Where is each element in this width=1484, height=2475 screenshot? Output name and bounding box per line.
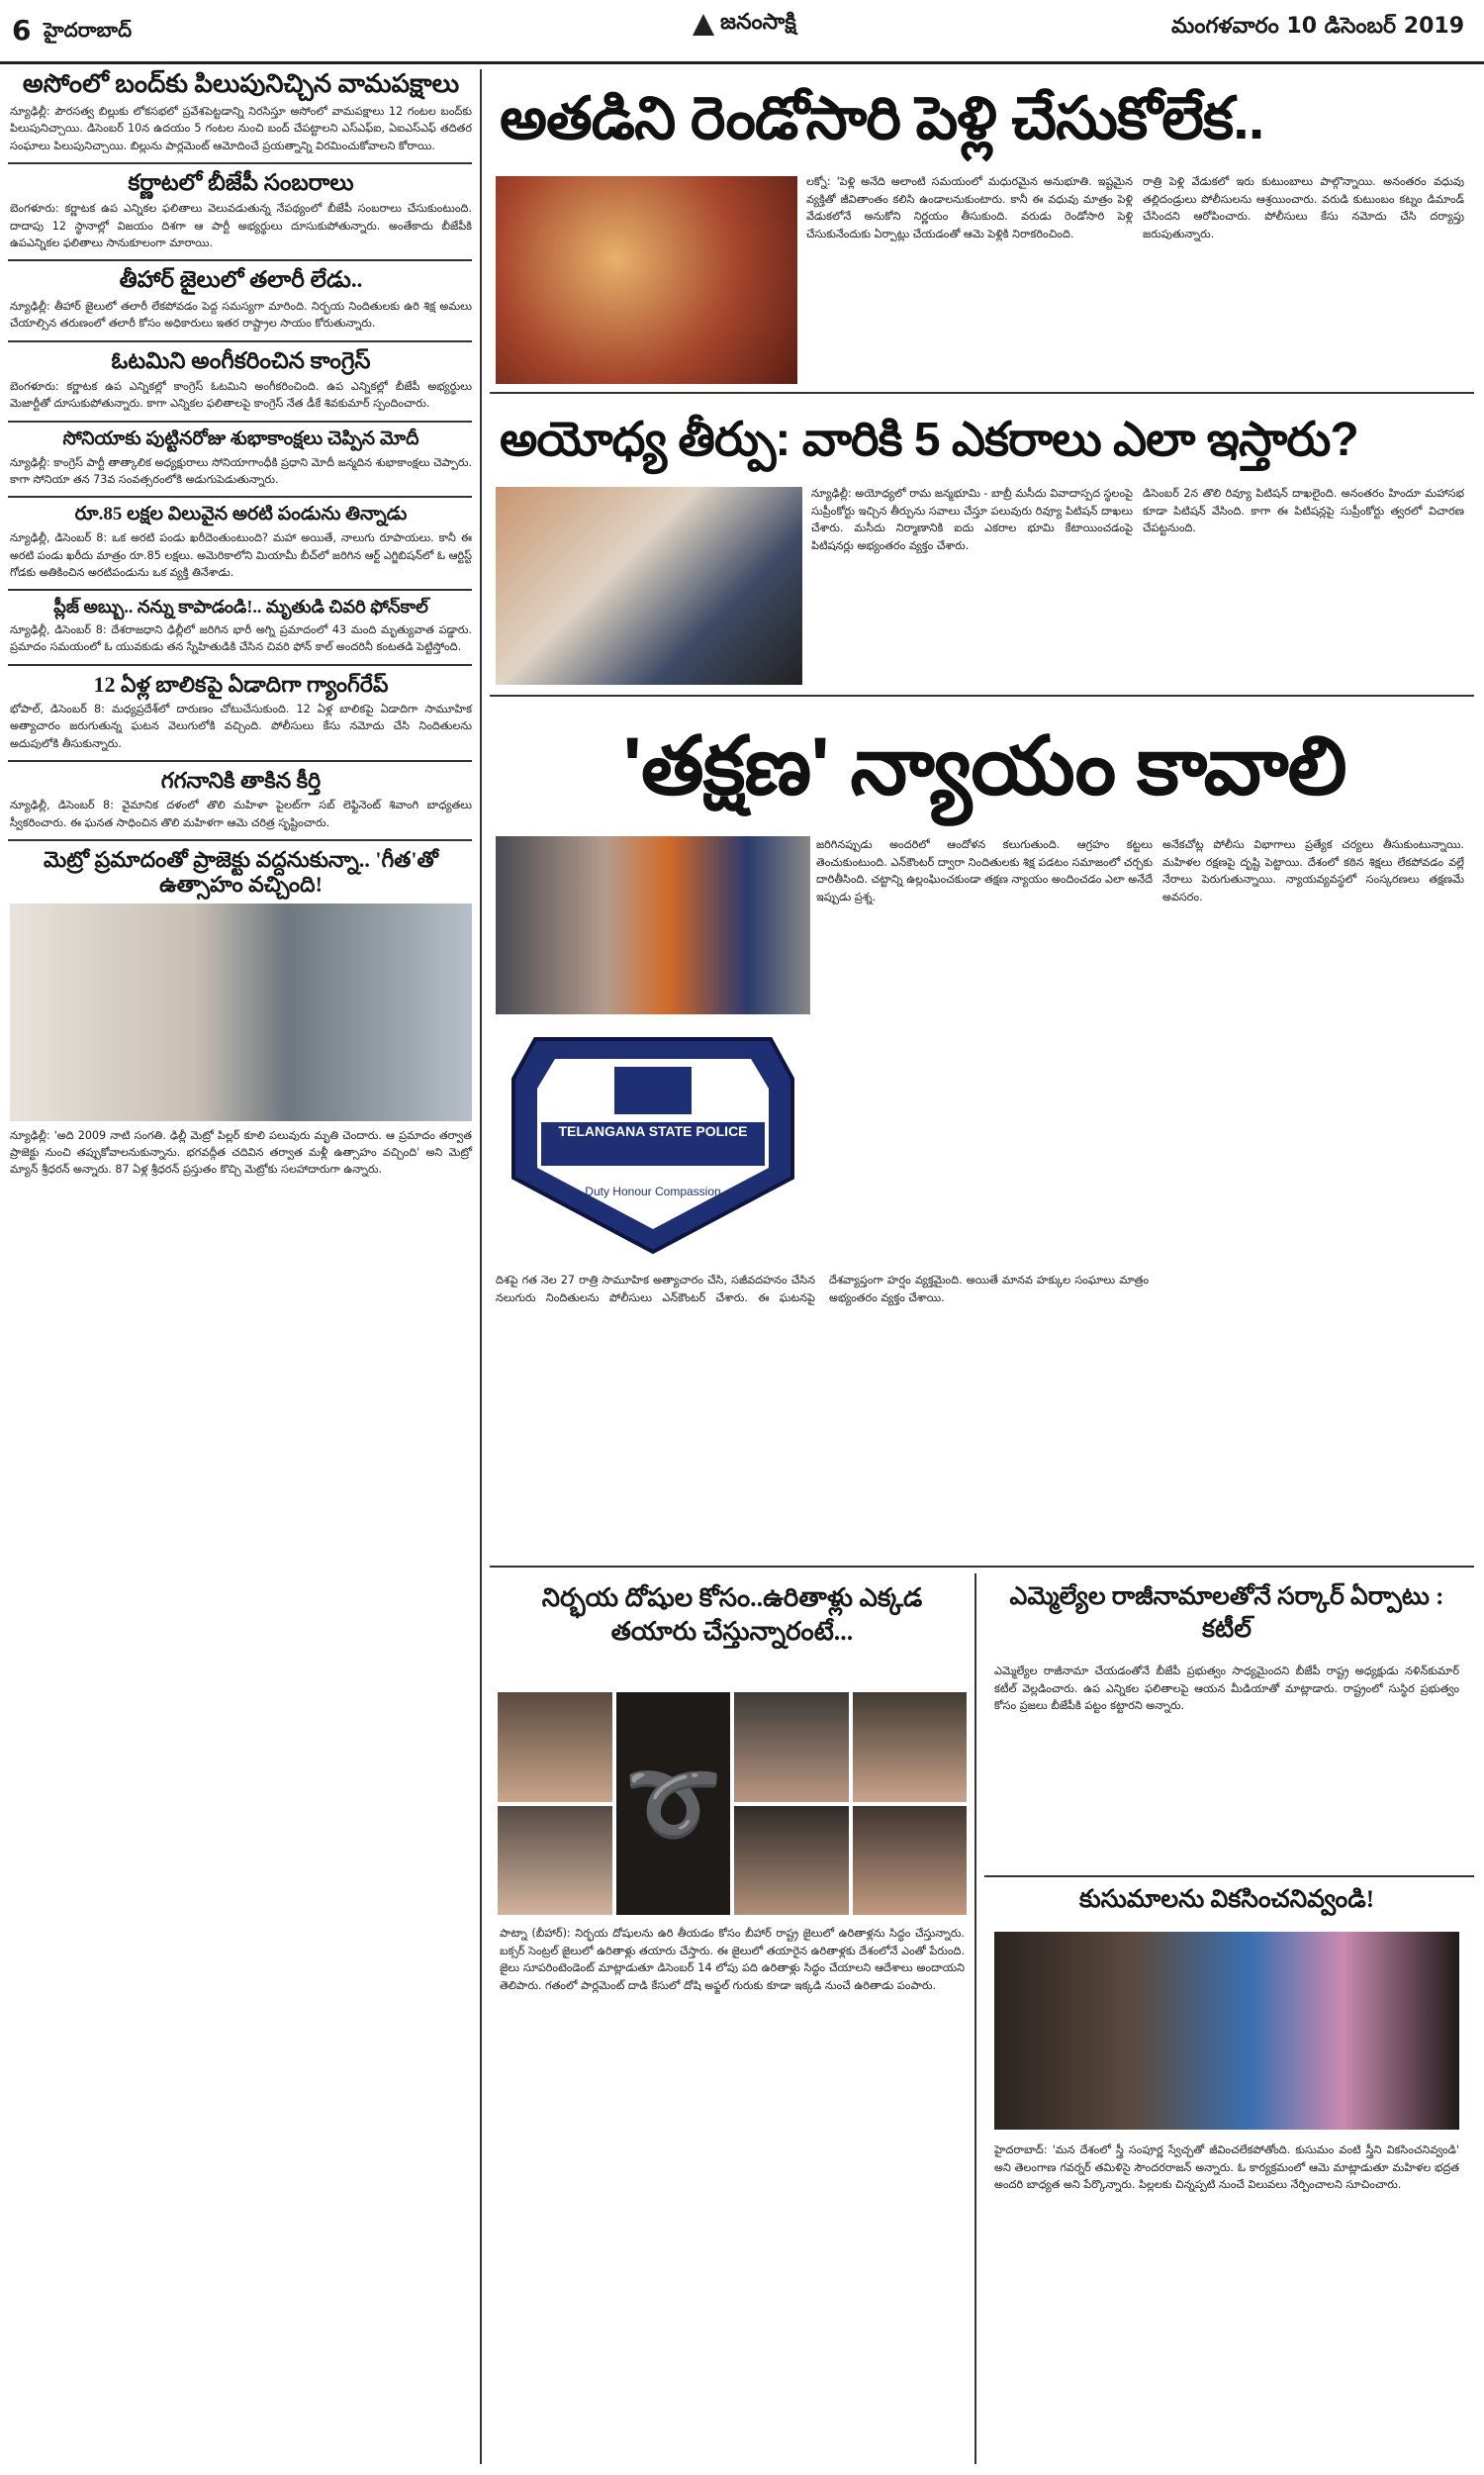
convict-photo [498, 1806, 612, 1916]
divider [8, 589, 472, 591]
divider [8, 340, 472, 342]
accused-photo [496, 836, 810, 1014]
story-body: న్యూఢిల్లీ: కాంగ్రెస్ పార్టీ తాత్కాలిక అధ్యక్షురాలు సోనియాగాంధీకి ప్రధాని మోదీ జన్మదిన శుభాకాంక్షలు చెప్పారు. కాగా సోనియా తన 73వ సంవత్సరంలోకి అడుగుపెడుతున్నారు. [10, 455, 472, 486]
story-last-call [10, 597, 472, 655]
story-headline: ఓటమిని అంగీకరించిన కాంగ్రెస్ [111, 347, 371, 373]
ayodhya-photo [496, 487, 802, 685]
story-headline: గగనానికి తాకిన కీర్తి [160, 768, 322, 794]
page-header [0, 0, 1484, 64]
divider [984, 1875, 1474, 1877]
divider [490, 695, 1474, 697]
story-body: న్యూఢిల్లీ: తీహార్ జైలులో తలారీ లేకపోవడం పెద్ద సమస్యగా మారింది. నిర్భయ నిందితులకు ఉరి శిక్ష అమలు చేయాల్సిన తరుణంలో తలారీ కోసం అధికారులు ఇతర రాష్ట్రాల సాయం కోరుతున్నారు. [10, 299, 472, 331]
lead1-body-a: లక్నో: 'పెళ్లి అనేది అలాంటి సమయంలో మధురమైన అనుభూతి. ఇష్టమైన వ్యక్తితో జీవితాంతం కలిసి ఉండాలనుకుంటారు. కానీ ఈ వధువు మాత్రం పెళ్లి వేడుకలోనే అనుకోని నిర్ణయం తీసుకుంది. వరుడు రెండోసారి పెళ్లి చేసుకునేందుకు ఏర్పాట్లు చేయడంతో ఆమె పెళ్లికి నిరాకరించింది. [806, 175, 1133, 241]
story-karnataka-bjp [10, 170, 472, 252]
divider [490, 392, 1474, 394]
flowers-headline: కుసుమాలను వికసించనివ్వండి! [1078, 1886, 1375, 1913]
lead2-body-a: న్యూఢిల్లీ: అయోధ్యలో రామ జన్మభూమి - బాబ్రీ మసీదు వివాదాస్పద స్థలంపై సుప్రీంకోర్టు ఇచ్చిన తీర్పును సవాలు చేస్తూ పలువురు రివ్యూ పిటిషన్ దాఖలు చేశారు. మసీదు నిర్మాణానికి ఐదు ఎకరాల భూమి కేటాయించడంపై పిటిషనర్లు అభ్యంతరం వ్యక్తం చేశారు. [811, 487, 1133, 553]
story-assam-bandh [10, 69, 472, 154]
story-headline: అసోంలో బంద్‌కు పిలుపునిచ్చిన వామపక్షాలు [22, 69, 460, 98]
story-headline: తీహార్ జైలులో తలారీ లేడు.. [119, 267, 363, 293]
story-headline: మెట్రో ప్రమాదంతో ప్రాజెక్టు వద్దనుకున్నా.. 'గీత'తో ఉత్సాహం వచ్చింది! [44, 847, 438, 898]
story-body: న్యూఢిల్లీ: 'అది 2009 నాటి సంగతి. ఢిల్లీ మెట్రో పిల్లర్ కూలి పలువురు మృతి చెందారు. ఆ ప్రమాదం తర్వాత ప్రాజెక్టు నుంచి తప్పుకోవాలనుకున్నాను. భగవద్గీత చదివిన తర్వాత మళ్లీ ఉత్సాహం వచ్చింది' అని మెట్రో మ్యాన్ శ్రీధరన్ అన్నారు. 87 ఏళ్ల శ్రీధరన్ ప్రస్తుతం కొచ్చి మెట్రోకు సలహాదారుగా ఉన్నారు. [10, 1128, 472, 1177]
convicts-photo-grid [498, 1692, 967, 1915]
masthead-logo-icon [693, 14, 714, 36]
masthead-title: జనంసాక్షి [720, 10, 796, 35]
story-metro-man [10, 847, 472, 1179]
story-gangrape [10, 672, 472, 752]
police-motto-text: Duty Honour Compassion [585, 1185, 721, 1198]
divider [8, 496, 472, 498]
story-body: న్యూఢిల్లీ, డిసెంబర్ 8: ఒక అరటి పండు ఖరీదెంతుంటుంది? మహా అయితే, నాలుగు రూపాయలు. కానీ ఈ అరటి పండు ఖరీదు మాత్రం రూ.85 లక్షలు. అమెరికాలోని మియామీ బీచ్‌లో జరిగిన ఆర్ట్ ఎగ్జిబిషన్‌లో ఓ ఆర్టిస్ట్ గోడకు అతికించిన అరటిపండును ఒక వ్యక్తి తినేశాడు. [10, 531, 472, 579]
resign-story [984, 1573, 1469, 1870]
divider [490, 1566, 1474, 1568]
divider [8, 664, 472, 666]
story-headline: 12 ఏళ్ల బాలికపై ఏడాదిగా గ్యాంగ్‌రేప్ [93, 671, 389, 697]
story-modi-sonia [10, 428, 472, 489]
masthead [693, 10, 796, 40]
divider [8, 421, 472, 423]
edition-city: హైదరాబాద్ [44, 18, 133, 42]
nirbhaya-headline: నిర్భయ దోషుల కోసం..ఉరితాళ్లు ఎక్కడ తయారు చేస్తున్నారంటే... [541, 1583, 923, 1646]
lead3-body-b: దిశపై గత నెల 27 రాత్రి సామూహిక అత్యాచారం చేసి, సజీవదహనం చేసిన నలుగురు నిందితులను పోలీసులు ఎన్‌కౌంటర్ చేశారు. ఈ ఘటనపై దేశవ్యాప్తంగా హర్షం వ్యక్తమైంది. అయితే మానవ హక్కుల సంఘాలు మాత్రం అభ్యంతరం వ్యక్తం చేశాయి. [496, 1274, 1149, 1304]
governor-photo [994, 1932, 1459, 2130]
resign-body: ఎమ్మెల్యేల రాజీనామా చేయడంతోనే బీజేపీ ప్రభుత్వం సాధ్యమైందని బీజేపీ రాష్ట్ర అధ్యక్షుడు నళిన్‌కుమార్ కటీల్ వెల్లడించారు. ఉప ఎన్నికల ఫలితాలపై ఆయన మీడియాతో మాట్లాడారు. రాష్ట్రంలో సుస్థిర ప్రభుత్వం కోసం ప్రజలు బీజేపీకి పట్టం కట్టారని అన్నారు. [994, 1665, 1459, 1713]
wedding-photo [496, 176, 797, 384]
lead2-headline: అయోధ్య తీర్పు: వారికి 5 ఎకరాలు ఎలా ఇస్తారు? [500, 414, 1358, 466]
lead1-body-b: రాత్రి పెళ్లి వేడుకలో ఇరు కుటుంబాలు పాల్గొన్నాయి. అనంతరం వధువు తల్లిదండ్రులు పోలీసులను ఆశ్రయించారు. వరుడి కుటుంబం కట్నం డిమాండ్ చేసిందని ఆరోపించారు. పోలీసులు కేసు నమోదు చేసి దర్యాప్తు జరుపుతున్నారు. [1143, 175, 1464, 241]
story-body: బెంగళూరు: కర్ణాటక ఉప ఎన్నికల్లో కాంగ్రెస్ ఓటమిని అంగీకరించింది. ఉప ఎన్నికల్లో బీజేపీ అభ్యర్థులు మెజార్టీతో దూసుకుపోతున్నారు. కాగా ఎన్నికల ఫలితాలపై కాంగ్రెస్ నేత డీకే శివకుమార్ స్పందించారు. [10, 380, 472, 411]
story-headline: రూ.85 లక్షల విలువైన అరటి పండును తిన్నాడు [74, 504, 408, 525]
right-area [490, 69, 1474, 2464]
story-headline: సోనియాకు పుట్టినరోజు శుభాకాంక్షలు చెప్పిన మోదీ [62, 428, 419, 449]
lead3-body-c: అనేకచోట్ల పోలీసు విభాగాలు ప్రత్యేక చర్యలు తీసుకుంటున్నాయి. మహిళల రక్షణపై దృష్టి పెట్టాయి. దేశంలో కఠిన శిక్షలు లేకపోవడం వల్లే నేరాలు పెరుగుతున్నాయి. న్యాయవ్యవస్థలో సంస్కరణలు తక్షణమే అవసరం. [1162, 838, 1464, 904]
divider [8, 760, 472, 762]
police-shield-icon [496, 1019, 810, 1262]
nirbhaya-body: పాట్నా (బీహార్): నిర్భయ దోషులను ఉరి తీయడం కోసం బీహార్ రాష్ట్ర జైలులో ఉరితాళ్లను సిద్ధం చేస్తున్నారు. బక్సర్ సెంట్రల్ జైలులో ఉరితాళ్లు తయారు చేస్తారు. ఈ జైలులో తయారైన ఉరితాళ్లకు దేశంలోనే ఎంతో పేరుంది. జైలు సూపరింటెండెంట్ మాట్లాడుతూ డిసెంబర్ 14 లోపు పది ఉరితాళ్లు సిద్ధం చేయాలని ఆదేశాలు అందాయని తెలిపారు. గతంలో పార్లమెంట్ దాడి కేసులో దోషి అఫ్జల్ గురుకు కూడా ఇక్కడి నుంచే ఉరితాడు పంపారు. [500, 1927, 965, 1993]
police-logo [496, 1019, 810, 1262]
flowers-story [984, 1882, 1469, 2466]
divider [8, 259, 472, 261]
page-number: 6 [12, 14, 32, 47]
story-congress-defeat [10, 348, 472, 413]
divider [8, 162, 472, 164]
issue-date: మంగళవారం 10 డిసెంబర్ 2019 [1171, 14, 1464, 39]
lead1-headline-box [490, 69, 1474, 168]
story-body: న్యూఢిల్లీ: పౌరసత్వ బిల్లుకు లోకసభలో ప్రవేశపెట్టడాన్ని నిరసిస్తూ అసోంలో వామపక్షాలు 12 గంటల బంద్‌కు పిలుపునిచ్చాయి. డిసెంబర్ 10న ఉదయం 5 గంటల నుంచి బంద్ చేపట్టాలని ఎస్‌ఎఫ్‌ఐ, ఏఐఎస్‌ఎఫ్ తదితర సంఘాలు పిలుపునిచ్చాయి. బిల్లును పార్లమెంట్ ఆమోదించే ప్రయత్నాన్ని విరమించుకోవాలని కోరాయి. [10, 104, 472, 152]
resign-headline: ఎమ్మెల్యేల రాజీనామాలతోనే సర్కార్ ఏర్పాటు : కటీల్ [1009, 1583, 1444, 1643]
flowers-body: హైదరాబాద్: 'మన దేశంలో స్త్రీ సంపూర్ణ స్వేచ్ఛతో జీవించలేకపోతోంది. కుసుమం వంటి స్త్రీని వికసించనివ్వండి' అని తెలంగాణ గవర్నర్ తమిళిసై సౌందరరాజన్ అన్నారు. ఓ కార్యక్రమంలో ఆమె మాట్లాడుతూ మహిళల భద్రత అందరి బాధ్యత అని పేర్కొన్నారు. పిల్లలకు చిన్నప్పటి నుంచే విలువలు నేర్పించాలని సూచించారు. [994, 2143, 1459, 2192]
story-headline: కర్ణాటలో బీజేపీ సంబరాలు [128, 169, 354, 195]
lead2-body-b: డిసెంబర్ 2న తొలి రివ్యూ పిటిషన్ దాఖలైంది. అనంతరం హిందూ మహాసభ కూడా పిటిషన్ వేసింది. కాగా ఈ పిటిషన్లపై సుప్రీంకోర్టు త్వరలో విచారణ చేపట్టనుంది. [1143, 487, 1464, 535]
left-column [0, 69, 482, 2464]
lead3-headline: 'తక్షణ' న్యాయం కావాలి [622, 721, 1346, 811]
story-sky-fame [10, 768, 472, 831]
story-body: బెంగళూరు: కర్ణాటక ఉప ఎన్నికల ఫలితాలు వెలువడుతున్న నేపథ్యంలో బీజేపీ సంబరాలు చేసుకుంటుంది. దాదాపు 12 స్థానాల్లో విజయం దిశగా ఆ పార్టీ అభ్యర్థులు దూసుకుపోతున్నారు. అంతేకాదు బీజేపీకి ఉపఎన్నికల ఫలితాలు సానుకూలంగా మారాయి. [10, 202, 472, 250]
metro-man-photo [10, 904, 472, 1121]
story-banana [10, 504, 472, 581]
convict-photo [734, 1692, 849, 1802]
lead3-body-a: జరిగినప్పుడు అందరిలో ఆందోళన కలుగుతుంది. ఆగ్రహం కట్టలు తెంచుకుంటుంది. ఎన్‌కౌంటర్ ద్వారా నిందితులకు శిక్ష పడటం సమాజంలో చర్చకు దారితీసింది. చట్టాన్ని ఉల్లంఘించకుండా తక్షణ న్యాయం అందించడం ఎలా అనేదే ఇప్పుడు ప్రశ్న. [816, 838, 1153, 904]
lead1-headline: అతడిని రెండోసారి పెళ్లి చేసుకోలేక.. [500, 85, 1264, 151]
story-tihar-hangman [10, 267, 472, 332]
story-headline: ప్లీజ్ అబ్బు.. నన్ను కాపాడండి!.. మృతుడి చివరి ఫోన్‌కాల్ [53, 597, 428, 618]
convict-photo [853, 1692, 968, 1802]
divider [8, 839, 472, 841]
story-body: న్యూఢిల్లీ, డిసెంబర్ 8: దేశరాజధాని ఢిల్లీలో జరిగిన భారీ అగ్ని ప్రమాదంలో 43 మంది మృత్యువాత పడ్డారు. ప్రమాదం సమయంలో ఓ యువకుడు తన స్నేహితుడికి చేసిన చివరి ఫోన్ కాల్ అందరినీ కంటతడి పెట్టిస్తోంది. [10, 622, 472, 654]
convict-photo [853, 1806, 968, 1916]
story-body: భోపాల్, డిసెంబర్ 8: మధ్యప్రదేశ్‌లో దారుణం చోటుచేసుకుంది. 12 ఏళ్ల బాలికపై ఏడాదిగా సామూహిక అత్యాచారం జరుగుతున్న ఘటన వెలుగులోకి వచ్చింది. పోలీసులు కేసు నమోదు చేసి నిందితులను అదుపులోకి తీసుకున్నారు. [10, 702, 472, 750]
story-body: న్యూఢిల్లీ, డిసెంబర్ 8: వైమానిక దళంలో తొలి మహిళా పైలట్‌గా సబ్ లెఫ్టినెంట్ శివాంగి బాధ్యతలు స్వీకరించారు. ఈ ఘనత సాధించిన తొలి మహిళగా ఆమె చరిత్ర సృష్టించారు. [10, 799, 472, 829]
noose-photo: ➰ [616, 1692, 731, 1915]
convict-photo [498, 1692, 612, 1802]
convict-photo [734, 1806, 849, 1916]
nirbhaya-story [490, 1573, 976, 2464]
police-badge-text: TELANGANA STATE POLICE [558, 1123, 748, 1139]
